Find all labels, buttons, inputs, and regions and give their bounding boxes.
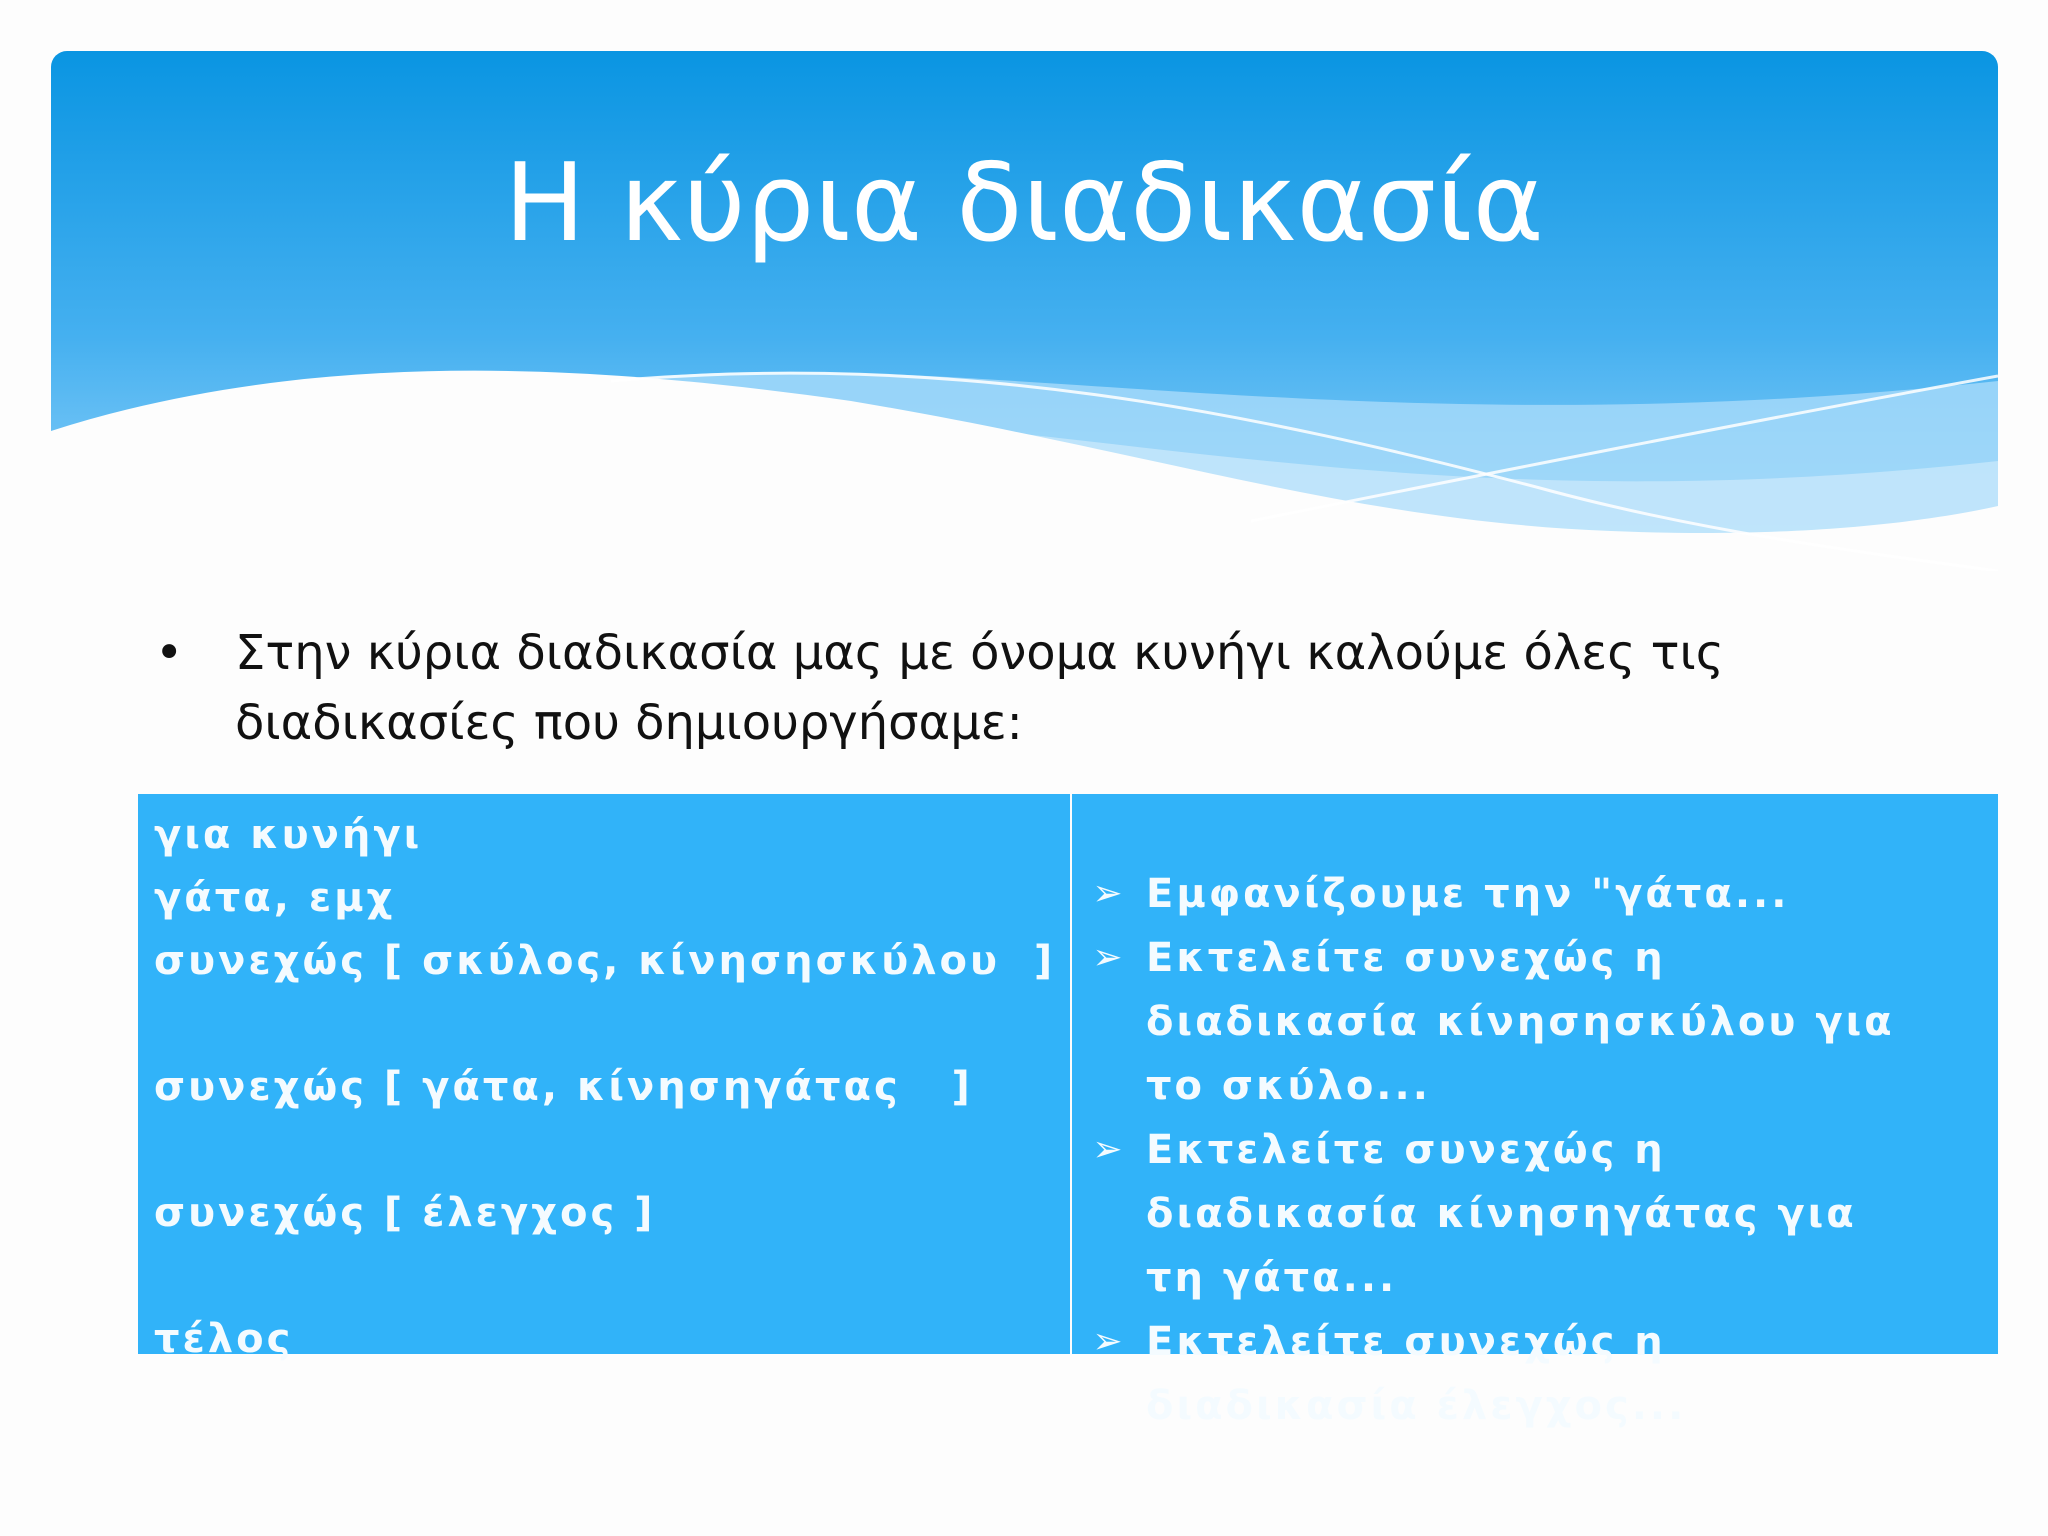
code-table <box>138 794 1998 1429</box>
arrow-bullet-icon: ➢ <box>1092 1321 1126 1362</box>
code-line: συνεχώς [ έλεγχος ] <box>154 1190 656 1236</box>
list-item-text: Εκτελείτε συνεχώς η διαδικασία κίνησηγάτας για τη γάτα... <box>1146 1127 1857 1301</box>
code-line <box>154 1119 1070 1182</box>
list-item <box>1072 1310 1998 1438</box>
code-line: γάτα, εμχ <box>154 875 396 921</box>
arrow-bullet-icon: ➢ <box>1092 937 1126 978</box>
title-banner <box>51 51 1998 571</box>
code-line: συνεχώς [ γάτα, κίνησηγάτας ] <box>154 1064 973 1110</box>
bullet-text: Στην κύρια διαδικασία μας με όνομα κυνήγι καλούμε όλες τις διαδικασίες που δημιουργήσαμε: <box>235 625 1724 751</box>
bullet-icon: • <box>155 625 184 681</box>
list-item-text: Εκτελείτε συνεχώς η διαδικασία έλεγχος... <box>1146 1319 1687 1429</box>
wave-background <box>51 51 1998 571</box>
list-item-text: Εκτελείτε συνεχώς η διαδικασία κίνησησκύλου για το σκύλο... <box>1146 935 1895 1109</box>
code-line <box>154 993 1070 1056</box>
list-item <box>1072 1118 1998 1310</box>
bullet-paragraph <box>155 618 1805 758</box>
code-line: συνεχώς [ σκύλος, κίνησησκύλου ] <box>154 938 1056 984</box>
slide-title: Η κύρια διαδικασία <box>504 141 1544 266</box>
code-line: για κυνήγι <box>154 812 423 858</box>
list-item <box>1072 862 1998 926</box>
code-line <box>154 1245 1070 1308</box>
arrow-bullet-icon: ➢ <box>1092 1129 1126 1170</box>
list-item-text: Εμφανίζουμε την "γάτα... <box>1146 871 1790 917</box>
explanation-cell <box>1072 794 1998 1429</box>
code-cell <box>138 794 1070 1362</box>
arrow-bullet-icon: ➢ <box>1092 873 1126 914</box>
list-item <box>1072 926 1998 1118</box>
code-line: τέλος <box>154 1316 294 1362</box>
